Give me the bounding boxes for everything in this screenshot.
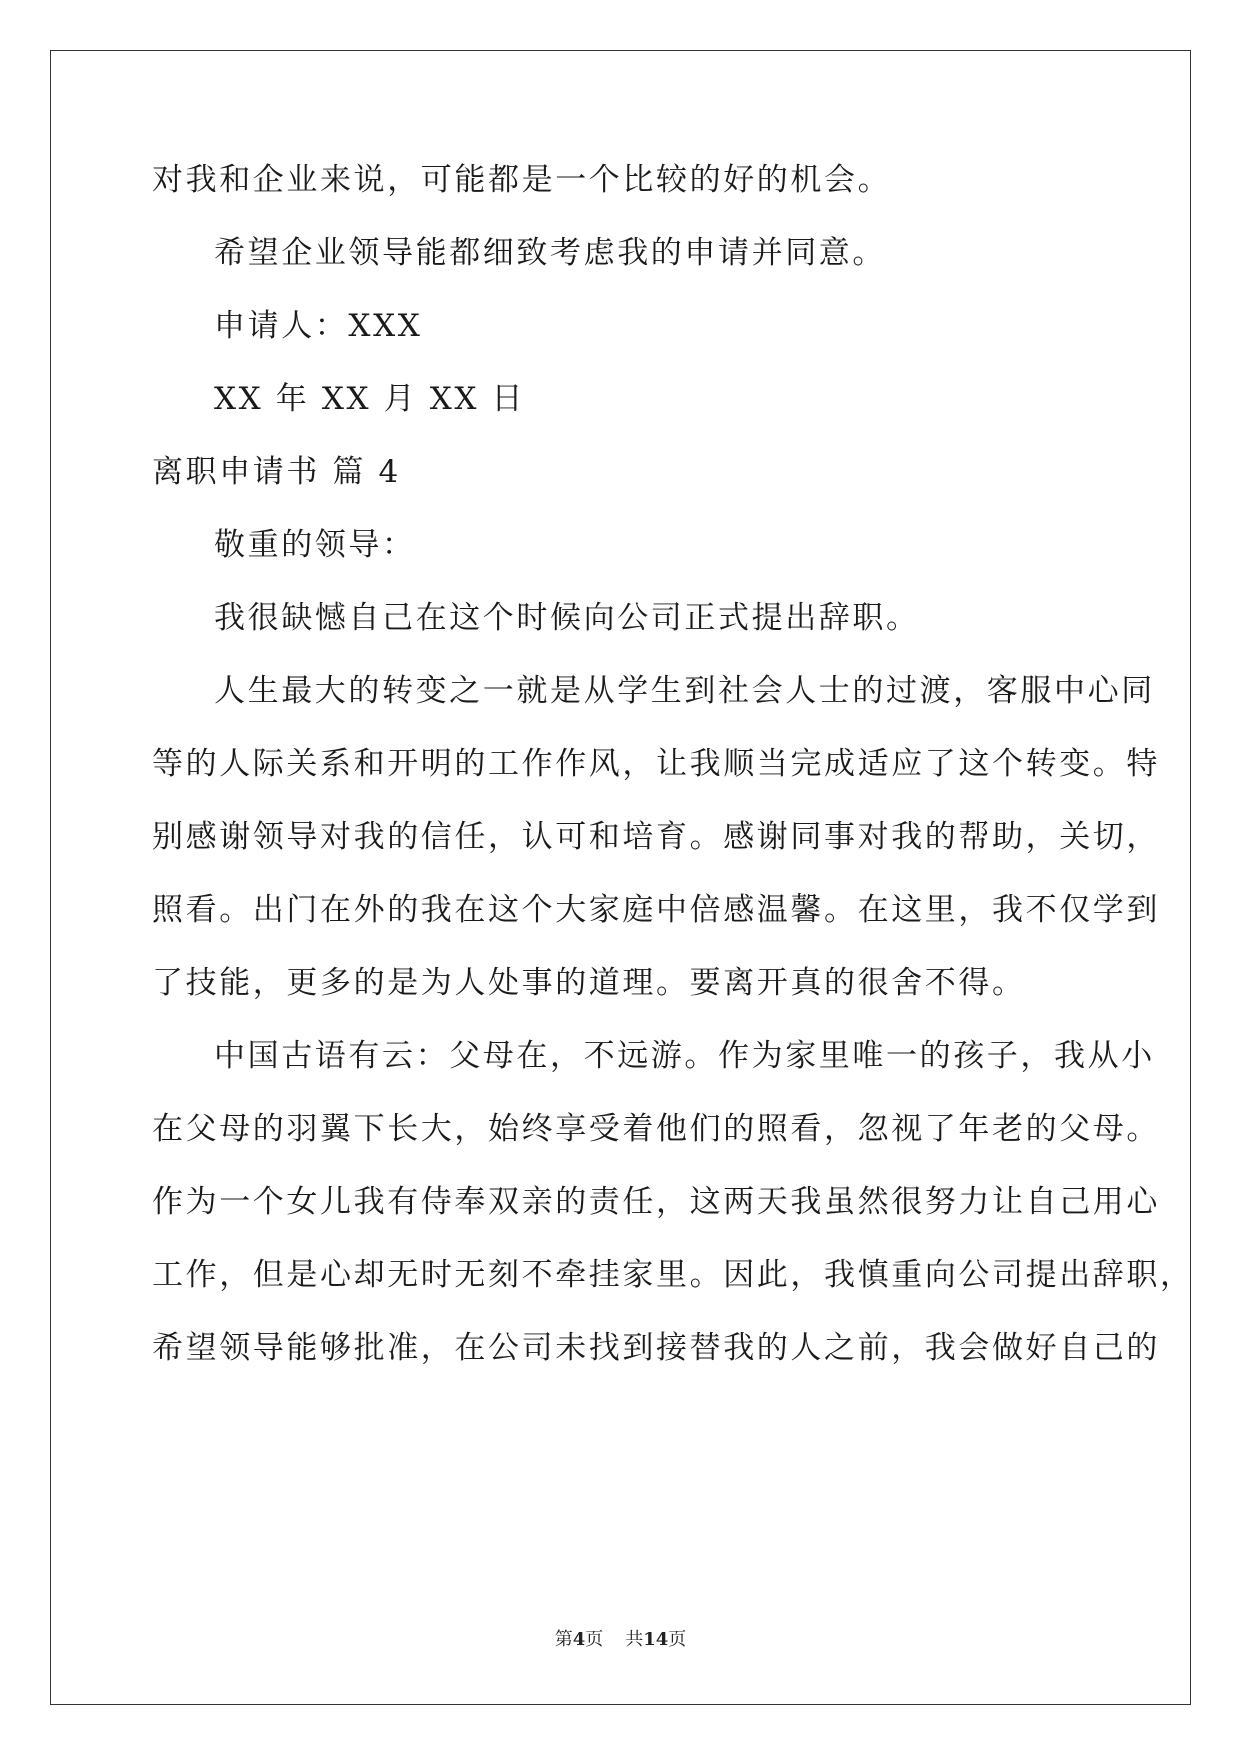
text-line: 中国古语有云：父母在，不远游。作为家里唯一的孩子，我从小 bbox=[214, 1038, 1155, 1074]
page-footer bbox=[0, 1625, 1241, 1651]
section-heading: 离职申请书 篇 4 bbox=[152, 454, 401, 490]
page-unit: 页 bbox=[585, 1629, 604, 1650]
text-line: 我很缺憾自己在这个时候向公司正式提出辞职。 bbox=[214, 600, 920, 636]
text-line: 工作，但是心却无时无刻不牵挂家里。因此，我慎重向公司提出辞职， bbox=[152, 1257, 1194, 1293]
text-line: 人生最大的转变之一就是从学生到社会人士的过渡，客服中心同 bbox=[214, 673, 1155, 709]
page-prefix: 第 bbox=[554, 1629, 573, 1650]
total-unit: 页 bbox=[668, 1629, 687, 1650]
text-line: 申请人：XXX bbox=[214, 308, 423, 344]
text-line: 了技能，更多的是为人处事的道理。要离开真的很舍不得。 bbox=[152, 965, 1026, 1001]
text-line: 希望企业领导能都细致考虑我的申请并同意。 bbox=[214, 235, 886, 271]
text-line: 照看。出门在外的我在这个大家庭中倍感温馨。在这里，我不仅学到 bbox=[152, 892, 1160, 928]
text-line: 希望领导能够批准，在公司未找到接替我的人之前，我会做好自己的 bbox=[152, 1330, 1160, 1366]
salutation: 敬重的领导： bbox=[214, 527, 416, 563]
text-line: XX 年 XX 月 XX 日 bbox=[214, 381, 526, 417]
page-border bbox=[50, 50, 1191, 1705]
text-line: 在父母的羽翼下长大，始终享受着他们的照看，忽视了年老的父母。 bbox=[152, 1111, 1160, 1147]
text-line: 作为一个女儿我有侍奉双亲的责任，这两天我虽然很努力让自己用心 bbox=[152, 1184, 1160, 1220]
page-total: 14 bbox=[643, 1629, 669, 1650]
text-line: 别感谢领导对我的信任，认可和培育。感谢同事对我的帮助，关切， bbox=[152, 819, 1160, 855]
text-line: 等的人际关系和开明的工作作风，让我顺当完成适应了这个转变。特 bbox=[152, 746, 1160, 782]
text-line: 对我和企业来说，可能都是一个比较的好的机会。 bbox=[152, 162, 892, 198]
page-number: 4 bbox=[572, 1629, 586, 1650]
total-prefix: 共 bbox=[625, 1629, 644, 1650]
